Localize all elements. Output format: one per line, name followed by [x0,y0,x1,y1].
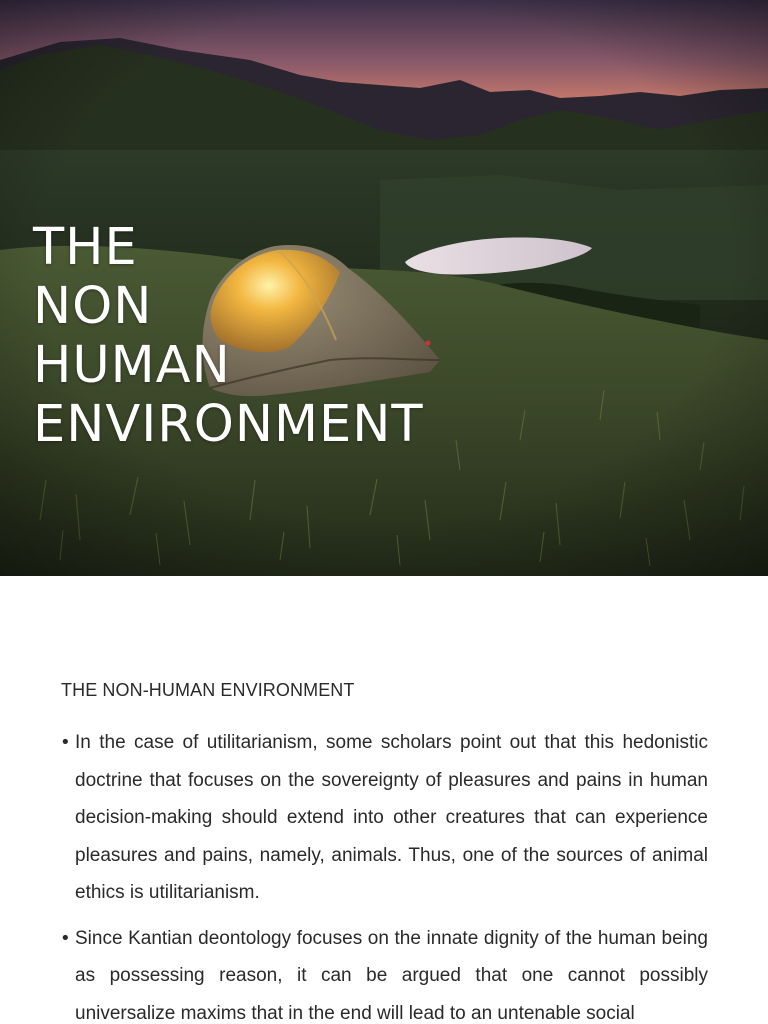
bullet-text: Since Kantian deontology focuses on the innate dignity of the human being as possessing reason, it can be argued that one cannot possibly universalize maxims that in the end will lead to an untenable social [75,927,708,1024]
hero-title-line: THE [33,218,138,277]
bullet-marker: • [60,732,71,753]
bullet-list [60,724,708,1024]
bullet-marker: • [60,927,71,949]
bullet-item [60,724,708,912]
hero-title-line: NON [33,277,153,336]
hero-title-line: HUMAN [33,336,231,395]
content-slide [0,576,768,1024]
hero-title [33,218,424,454]
section-heading: THE NON-HUMAN ENVIRONMENT [61,680,355,700]
bullet-text: In the case of utilitarianism, some scholars point out that this hedonistic doctrine that focuses on the sovereignty of pleasures and pains in human decision-making should extend into other creatures that can experience pleasures and pains, namely, animals. Thus, one of the sources of animal ethics is utilitarianism. [75,732,708,903]
hero-title-line: ENVIRONMENT [33,395,424,454]
bullet-item [60,920,708,1024]
